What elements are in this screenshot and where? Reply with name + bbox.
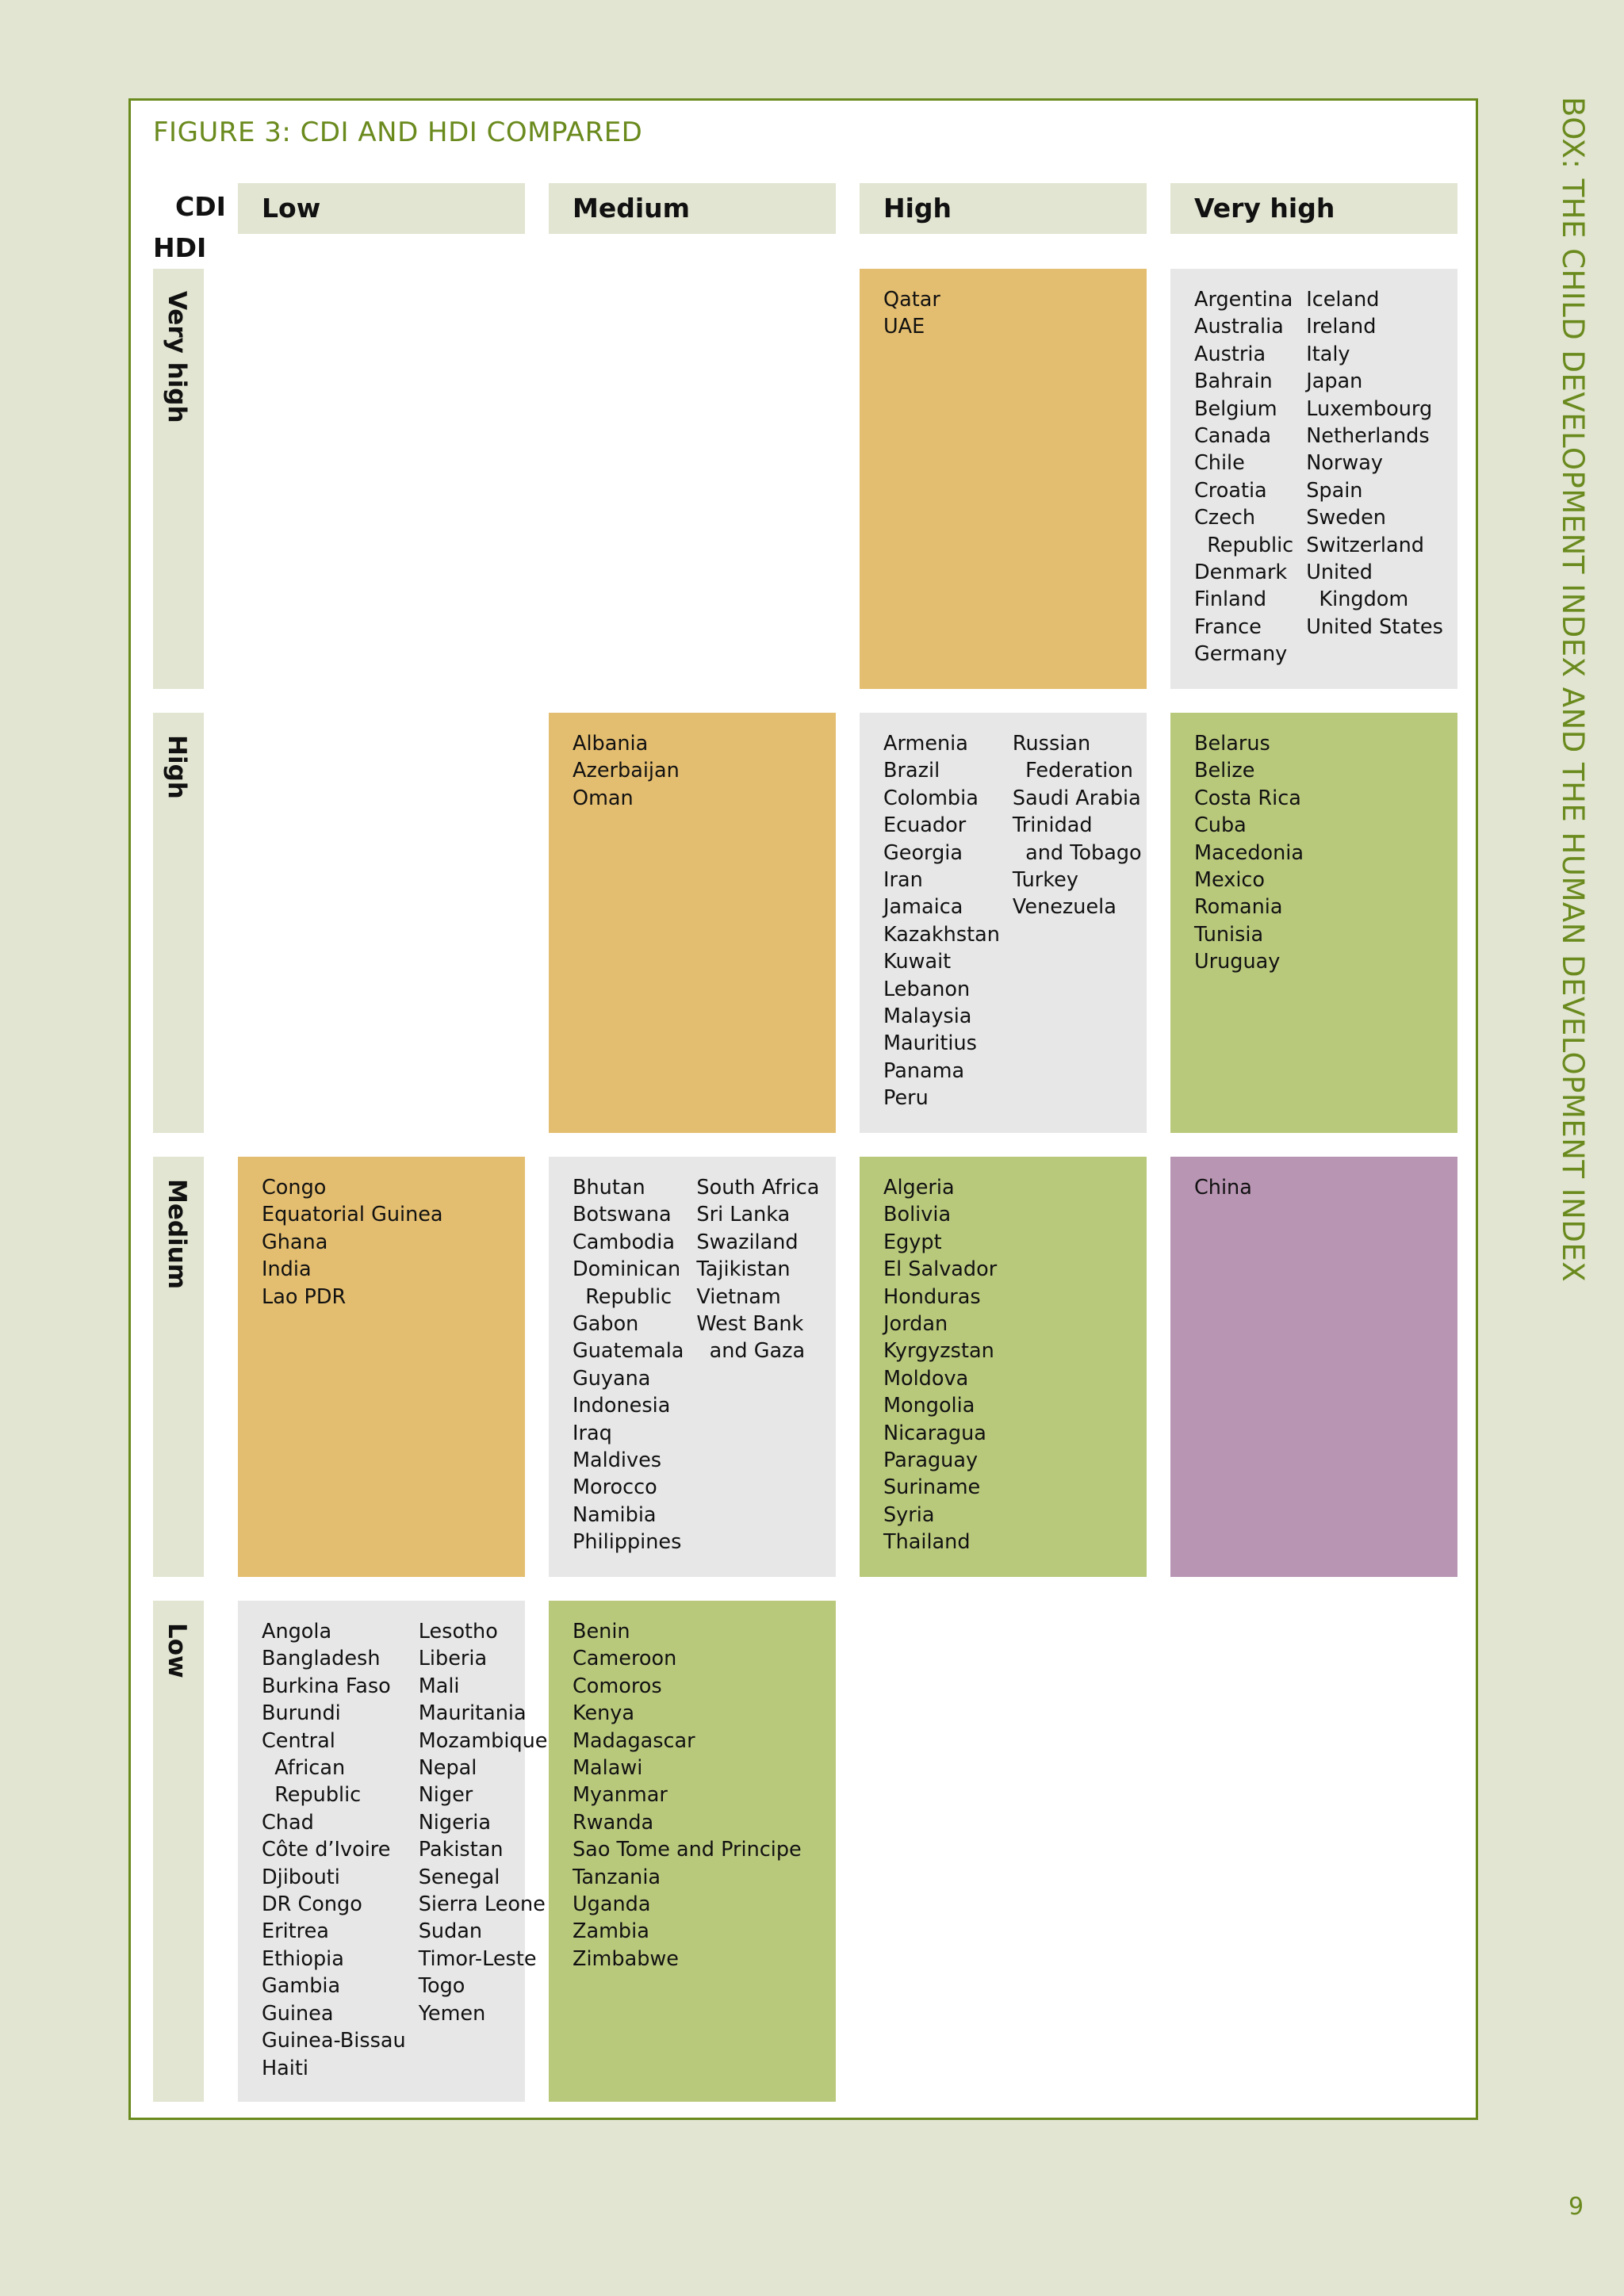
country-item: Guinea-Bissau [262,2029,406,2053]
country-item: France [1194,614,1262,639]
cell-hdi-medium-cdi-low [238,1157,525,1577]
country-item: Italy [1306,342,1350,366]
country-item: Mozambique [418,1728,548,1753]
country-item: Turkey [1012,868,1078,893]
cdi-column-low: Low [238,183,525,234]
country-item: Denmark [1194,561,1288,585]
country-item: Suriname [883,1475,981,1500]
country-item: Madagascar [573,1728,695,1753]
hdi-axis-label: HDI [153,232,207,263]
country-item: Sudan [418,1919,483,1944]
country-item: UAE [883,315,925,339]
hdi-row-label: High [163,735,191,799]
country-item: Malaysia [883,1004,972,1029]
cell-hdi-medium-cdi-medium [549,1157,836,1577]
country-item: Germany [1194,642,1288,667]
country-item: Mali [418,1674,460,1698]
country-item: Burkina Faso [262,1674,391,1698]
country-item: Syria [883,1502,935,1527]
country-item: Republic [1194,533,1294,557]
country-item: Niger [418,1783,473,1808]
figure-frame [128,98,1478,2120]
country-item: Nicaragua [883,1421,986,1445]
country-list [262,1174,443,1577]
country-item: Czech [1194,506,1256,530]
country-item: Haiti [262,2056,308,2080]
country-item: Panama [883,1058,965,1083]
country-item: African [262,1756,346,1781]
country-item: Rwanda [573,1810,654,1835]
country-item: Cambodia [573,1230,675,1254]
country-item: Senegal [418,1865,500,1889]
country-item: Japan [1306,369,1363,394]
country-item: Netherlands [1306,424,1430,449]
country-item: Yemen [418,2001,486,2026]
country-item: Albania [573,732,649,756]
country-item: Guyana [573,1366,651,1391]
country-item: Vietnam [696,1284,781,1309]
country-item: Nigeria [418,1810,491,1835]
country-item: Cuba [1194,813,1247,838]
country-item: Iceland [1306,288,1380,312]
country-item: Botswana [573,1203,672,1227]
country-item: Cameroon [573,1647,677,1671]
country-item: Macedonia [1194,840,1304,865]
country-item: Belize [1194,759,1255,783]
country-list [419,1618,548,2102]
country-item: Canada [1194,424,1272,449]
hdi-row-label: Medium [163,1179,191,1290]
country-item: Bolivia [883,1203,952,1227]
country-list [883,730,1000,1133]
country-item: Uruguay [1194,950,1281,974]
country-item: Norway [1306,451,1383,476]
country-item: Myanmar [573,1783,668,1808]
country-item: United [1306,561,1373,585]
country-item: Timor-Leste [418,1946,537,1971]
country-item: Guatemala [573,1339,684,1364]
cdi-axis-label: CDI [175,191,226,222]
country-item: Ethiopia [262,1946,344,1971]
country-item: Luxembourg [1306,396,1433,421]
country-item: Mongolia [883,1394,975,1418]
country-item: Sweden [1306,506,1386,530]
country-item: Malawi [573,1756,643,1781]
hdi-row-label: Very high [163,291,191,423]
country-item: Indonesia [573,1394,671,1418]
country-item: Zimbabwe [573,1946,679,1971]
country-item: Tajikistan [696,1257,791,1282]
country-item: Jordan [883,1312,948,1337]
country-item: Mauritius [883,1031,977,1056]
country-item: Nepal [418,1756,477,1781]
country-item: Finland [1194,587,1267,612]
country-item: Chad [262,1810,314,1835]
country-item: Djibouti [262,1865,340,1889]
country-list [573,1618,802,2102]
country-item: Equatorial Guinea [262,1203,443,1227]
country-item: Sierra Leone [418,1892,546,1917]
country-item: Oman [573,786,634,810]
cell-hdi-low-cdi-low [238,1601,548,2102]
country-list [696,1174,819,1577]
country-list [1194,286,1293,689]
country-item: Zambia [573,1919,649,1944]
country-item: El Salvador [883,1257,998,1282]
country-item: Austria [1194,342,1266,366]
country-list [262,1618,406,2102]
country-item: Togo [418,1974,465,1999]
country-item: and Gaza [696,1339,806,1364]
country-item: Belarus [1194,732,1270,756]
country-item: Tunisia [1194,922,1264,947]
country-item: Spain [1306,478,1363,503]
country-item: Russian [1012,732,1091,756]
country-list [883,1174,997,1577]
country-item: Azerbaijan [573,759,680,783]
country-item: Qatar [883,288,940,312]
country-item: Liberia [418,1647,488,1671]
country-item: Trinidad [1012,813,1093,838]
country-item: Bhutan [573,1176,645,1200]
cell-hdi-medium-cdi-high [860,1157,1147,1577]
cell-hdi-high-cdi-very-high [1170,713,1457,1133]
hdi-row-high [153,713,204,1133]
country-item: Honduras [883,1284,981,1309]
country-list [883,286,940,689]
country-item: Republic [262,1783,362,1808]
country-item: Benin [573,1620,630,1644]
country-item: Lebanon [883,977,971,1001]
country-item: Lao PDR [262,1284,347,1309]
country-list [1194,1174,1252,1577]
country-item: Sao Tome and Principe [573,1838,802,1862]
cell-hdi-very-high-cdi-high [860,269,1147,689]
country-item: Australia [1194,315,1284,339]
side-box-title: BOX: THE CHILD DEVELOPMENT INDEX AND THE HUMAN DEVELOPMENT INDEX [1556,97,1590,1283]
country-list [573,730,680,1133]
country-item: Switzerland [1306,533,1424,557]
country-list [573,1174,684,1577]
cell-hdi-low-cdi-medium [549,1601,836,2102]
country-item: Republic [573,1284,672,1309]
hdi-row-label: Low [163,1623,191,1678]
country-item: Swaziland [696,1230,799,1254]
country-item: Kazakhstan [883,922,1000,947]
country-item: Argentina [1194,288,1293,312]
country-item: Mauritania [418,1701,527,1726]
country-item: Tanzania [573,1865,661,1889]
country-item: Kenya [573,1701,635,1726]
country-item: Egypt [883,1230,942,1254]
country-item: DR Congo [262,1892,362,1917]
country-item: Sri Lanka [696,1203,791,1227]
country-item: Ireland [1306,315,1377,339]
country-list [1306,286,1443,689]
country-item: South Africa [696,1176,820,1200]
country-item: Morocco [573,1475,657,1500]
country-item: Gambia [262,1974,341,1999]
country-list [1194,730,1304,1133]
cdi-column-very-high: Very high [1170,183,1457,234]
country-item: Armenia [883,732,968,756]
country-item: Costa Rica [1194,786,1301,810]
country-item: Venezuela [1012,895,1116,920]
country-item: Congo [262,1176,327,1200]
country-item: Croatia [1194,478,1267,503]
country-item: Peru [883,1086,929,1111]
country-item: Pakistan [418,1838,504,1862]
country-item: Philippines [573,1530,682,1555]
country-item: Bangladesh [262,1647,381,1671]
country-item: Central [262,1728,335,1753]
country-item: Kyrgyzstan [883,1339,994,1364]
country-item: Iraq [573,1421,612,1445]
country-item: Kuwait [883,950,952,974]
cell-hdi-very-high-cdi-very-high [1170,269,1457,689]
country-item: India [262,1257,312,1282]
figure-title: FIGURE 3: CDI AND HDI COMPARED [153,117,643,148]
country-item: China [1194,1176,1252,1200]
country-item: Bahrain [1194,369,1273,394]
cdi-column-medium: Medium [549,183,836,234]
country-item: Brazil [883,759,940,783]
country-item: Angola [262,1620,332,1644]
country-item: Ghana [262,1230,328,1254]
country-item: Uganda [573,1892,651,1917]
country-item: Maldives [573,1448,662,1473]
country-item: Iran [883,868,923,893]
country-item: Paraguay [883,1448,979,1473]
country-item: Kingdom [1306,587,1409,612]
country-item: Ecuador [883,813,967,838]
country-item: Georgia [883,840,963,865]
page-number: 9 [1568,2193,1584,2221]
hdi-row-very-high [153,269,204,689]
country-item: Moldova [883,1366,969,1391]
country-item: Jamaica [883,895,963,920]
country-item: Belgium [1194,396,1277,421]
country-item: Mexico [1194,868,1266,893]
cdi-column-high: High [860,183,1147,234]
country-item: and Tobago [1012,840,1142,865]
country-item: Côte d’Ivoire [262,1838,391,1862]
hdi-row-low [153,1601,204,2102]
cell-hdi-high-cdi-medium [549,713,836,1133]
cell-hdi-medium-cdi-very-high [1170,1157,1457,1577]
country-item: Romania [1194,895,1283,920]
country-item: Saudi Arabia [1012,786,1141,810]
hdi-row-medium [153,1157,204,1577]
country-item: Chile [1194,451,1245,476]
cell-hdi-high-cdi-high [860,713,1147,1133]
country-item: Algeria [883,1176,955,1200]
country-item: United States [1306,614,1443,639]
country-item: Dominican [573,1257,681,1282]
country-item: Guinea [262,2001,334,2026]
country-item: Federation [1012,759,1133,783]
country-item: Comoros [573,1674,662,1698]
country-item: Eritrea [262,1919,329,1944]
country-item: Burundi [262,1701,341,1726]
country-item: Colombia [883,786,979,810]
country-item: Thailand [883,1530,971,1555]
country-list [1013,730,1142,1133]
country-item: Namibia [573,1502,657,1527]
country-item: West Bank [696,1312,804,1337]
country-item: Lesotho [418,1620,498,1644]
country-item: Gabon [573,1312,639,1337]
